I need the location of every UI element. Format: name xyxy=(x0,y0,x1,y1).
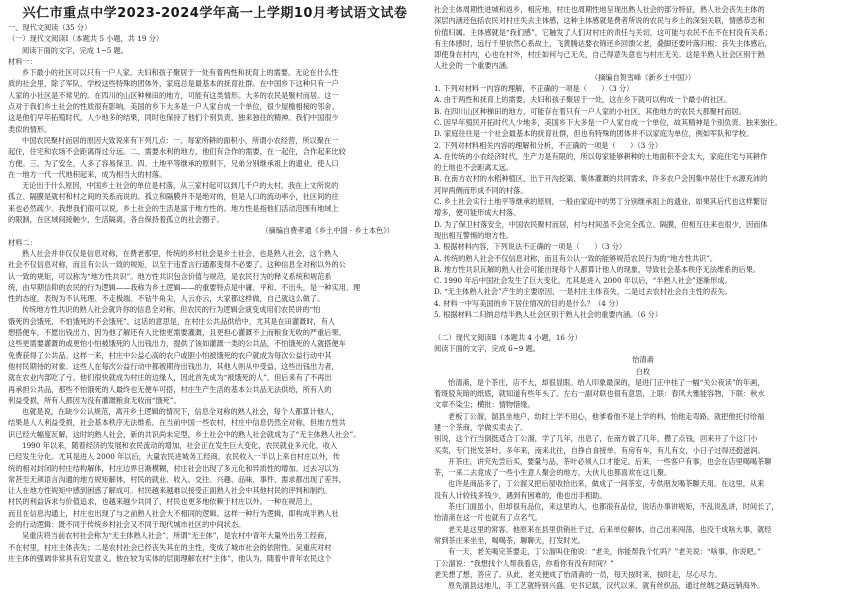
right-column xyxy=(434,4,852,606)
right-text-line: （二）现代文阅读Ⅱ（本题共 4 小题，16 分） xyxy=(434,332,582,342)
left-text-line: 不在村里，村庄主体丧失；二是农村社会已经丧失其在的主性，变成了城市社会的依附性。吴重庆对村 xyxy=(8,542,332,552)
right-text-line: 文章不染尘；横批：情物惜缘。 xyxy=(434,400,535,410)
left-text-line: （一）现代文阅读Ⅰ（本题共 5 小题，共 19 分） xyxy=(8,34,164,44)
right-text-line: 社会主体周期性进城和返乡，相应地，村庄也周期性地呈现出熟人社会的部分特征，熟人社会丧失主体的 xyxy=(434,5,765,14)
left-text-line: 起住，住宅和农场不会距离得过分远。二、需要水利的地方，他们有合作的需要，在一起住，合作起来比较 xyxy=(8,147,346,157)
left-text-line: 免费获得了公共品。这样一来，村庄中公益心高的农户或胆小怕被饿死的农户就成为每次公益行动中其 xyxy=(8,350,332,360)
left-text-line: 认一致的规矩，可以称为“地方性共识”。地方性共识包含价值与规范，是农民行为的释义系统和规范系 xyxy=(8,271,332,281)
right-text-line: C. 乡土社会实行土地平等继承的原则，一般由家庭中的男丁分别继承祖上的遗业，如果其后代也这样繁衍 xyxy=(434,197,768,207)
right-text-line: 4. 材料一中写美国的乡下居住情况的目的是什么？（4 分） xyxy=(434,298,623,308)
left-text-line: 而且在信息沟通上，村庄也出现了与之前熟人社会大不相同的逻辑。这样一种行为逻辑，即构成半熟人社 xyxy=(8,508,339,518)
right-text-line: 没有人计较钱多钱少，遇到有困难的，他也出手相助。 xyxy=(434,490,607,500)
right-text-line: 人社会的一个重要内涵。 xyxy=(434,61,514,71)
left-text-line: 乡下最小的社区可以只有一户人家。夫妇和孩子聚居于一处有着两性和抚育上的需要。无论在什么性 xyxy=(22,68,339,78)
left-text-line: 再承担公共品，那些不怕饿死的人最终也无便车可搭，村庄生产生活的基本公共品无法供给，所有人的 xyxy=(8,384,332,394)
right-text-line: 价值归属。主体感就是“我们感”，它触发了人们对村庄的责任与关切，这可能与农民不在不在村没有关系； xyxy=(434,27,772,37)
left-text-line: 中国农民聚村而居的原因大致说来有下列几点：一、每家所耕的面积小，所谓小农经营，所以聚在一 xyxy=(22,135,339,145)
right-text-line: 怡清斋，是个茶庄，店不大，却很显眼。给人印象最深的，是进门正中挂了一幅“关公夜读”的年画， xyxy=(448,377,765,387)
right-text-line: 白枚 xyxy=(635,366,651,376)
left-text-line: 一、现代文阅读（35 分） xyxy=(8,23,92,32)
left-text-line: 人家的小社区是不常见的。在四川的山区种梯田的地方，可能有这类情形。大多的农民是聚村而居。这一 xyxy=(8,90,339,100)
right-text-line: 河岸两侧而形成不同的村落。 xyxy=(434,185,528,195)
left-text-line: 这是他们早年拓殖时代，人少地多的结果，同时也保持了他们个别负责，独来独往的精神。我们中国很少 xyxy=(8,113,339,123)
right-text-line: 的土地也不会距离太远。 xyxy=(434,163,514,173)
right-text-line xyxy=(434,320,852,331)
right-text-line: B. 在四川山区种梯田的地方，可能存在着只有一户人家的小社区，其他地方的农民大都聚村而居。 xyxy=(434,106,746,116)
right-text-line: 建一个茶商，学做买卖去了。 xyxy=(434,422,528,432)
left-text-line: 材料二： xyxy=(8,237,37,247)
right-text-line: 有主体感时，远行千里依然心系故土，飞黄腾达要衣锦还乡回馈父老，叠脚还要叶落归根；丧失主体感后， xyxy=(434,38,772,48)
left-text-line: 传统地方性共识的熟人社会就许你的信息全对称，但农民的行为逻辑会演变成用们农民讲的“怕 xyxy=(22,305,321,315)
right-text-line: 原先溜县这地儿，手工艺就特别兴盛。史书记载，汉代以来，就有丝织品，通过丝绸之路远销海外。 xyxy=(448,581,765,591)
right-text-line: A. 由于两性和抚育上的需要，夫妇和孩子聚居于一处，这在乡下就可以构成一个最小的社区。 xyxy=(434,95,732,105)
left-text-line: 他村民期待的对象。这些人在每次公益行动中都被期待出钱出力，其他人则从中受益，这些出钱出力者， xyxy=(8,361,339,371)
left-text-line: 利益受损，所有人都因为没有灌溉粮食无收而“饿死”。 xyxy=(8,395,181,405)
right-text-line: 1. 下列对材料一内容的理解，不正确的一项是（ ）（3 分） xyxy=(434,84,634,94)
left-column xyxy=(8,22,424,606)
right-text-line: 阅读下面的文字，完成 6~9 题。 xyxy=(434,343,540,353)
right-text-line: 怡清斋 xyxy=(632,355,654,365)
right-text-line: C. 1990 年后中国社会发生了巨大变化，尤其是进入 2000 年以后，“半熟人社会”逐渐形成。 xyxy=(434,276,732,286)
right-text-line: （摘编自贺雪峰《新乡土中国》） xyxy=(590,72,696,82)
left-text-line: 统的相对封闭的村庄结构解体，村庄边界日渐模糊，村庄社会出现了多元化和异质性的增加。过去习以为 xyxy=(8,463,339,473)
right-text-line: D. 家庭往往是一个社会最基本的抚育社群，但也有特殊的团体并不以家庭为单位，例如军队和学校。 xyxy=(434,129,754,139)
right-text-line: 即使身在村内，心也在村外，村庄如何与己无关，自己得意失意也与村庄无关。这是半熟人社会区别于熟 xyxy=(434,50,765,60)
right-text-line: 常到茶庄来坐坐，喝喝茶，聊聊天，打发时光。 xyxy=(434,535,585,545)
left-text-line: 性的态度，表现为不认死理、不走极端、不钻牛角尖，人云亦云，大家都这样做，自己就这么做了。 xyxy=(8,294,325,304)
right-text-line: 买卖，专门批发茶叶。多年来，南来北往，自挣自食接单，有房有车，有儿有女，小日子过得还挺滋润。 xyxy=(434,445,765,455)
left-text-line: 吴重庆将当前农村社会称为“无主体熟人社会”，所谓“无主体”，是农村中青年大量外出务工经商， xyxy=(22,531,332,541)
left-text-line: 就在农业内部吃了亏。他们很快就成为村庄的边缘人，因此首先成为“被饿死的人”，但后来有了不再出 xyxy=(8,373,332,383)
right-text-line: 2. 下列对材料相关内容的理解和分析，不正确的一项是（ ）（3 分） xyxy=(434,140,663,150)
right-text-line: 5. 根据材料二归纳总结半熟人社会区别于熟人社会的重要内涵。（6 分） xyxy=(434,310,663,320)
left-text-line: 庄主体的强调非常具有启发意义。他在较为实体的层面理解农村“主体”，他认为，随着中青年农民这个 xyxy=(8,553,332,563)
right-text-line: 老关想了想，答应了。从此，老关便成了怡清斋的一员，每天按时来，按时走，尽心尽力。 xyxy=(434,569,722,579)
right-text-line: C. 因早年殖民开拓时代人少地多，美国乡下大多是一户人家自成一个单位，故其精神是个别负责、独来独往。 xyxy=(434,117,782,127)
left-text-line: 方便。三、为了安全，人多了容易保卫。四、土地平等继承的原则下，兄弟分别继承祖上的遗业，使人口 xyxy=(8,158,339,168)
left-text-line: 会的行动逻辑：既不同于传统乡村社会又不同于现代城市社区的中间状态。 xyxy=(8,520,246,530)
left-text-line: 来也必然疏少。我想我们很可以说，乡土社会的生活是富于地方性的。地方性是指他们活动范围有地域上 xyxy=(8,203,339,213)
left-text-line: 1990 年以来，随着经济的发展和农民流动的增加，社会正在发生巨大变化，农民就业多元化，收入 xyxy=(22,440,338,450)
page-title: 兴仁市重点中学2023-2024学年高一上学期10月考试语文试卷 xyxy=(22,6,408,21)
right-text-line: 丁公溜说：“我想找个人帮我看店，你看你有没有时间？” xyxy=(434,558,614,568)
left-text-line: 让人在地方性规矩中感到困惑了解成可。村民越来越难以接受正面熟人社会中其他村民的评判和制约。 xyxy=(8,486,332,496)
right-text-line: B. 在南方农村的水稻种植区，出于开沟挖渠、集体灌溉的共同需求，许多农户会因集中居住于水源充沛的 xyxy=(434,174,768,184)
right-text-line: 着斑驳灰暗的纸底，就知道有些年头了。左右一副对联也很有意思，上联：春风大雅能容物，下联：秋水 xyxy=(434,389,765,399)
left-text-line: 阅读下面的文字，完成 1~5 题。 xyxy=(22,45,128,55)
right-text-line: B. 地方性共识瓦解的熟人社会可能出现每个人都算计他人的现象，导致社会基本秩序无法维系的后果。 xyxy=(434,264,761,274)
left-text-line: 常甚至无须语言沟通的地方规矩解体，村民的就业、收入、交往、兴趣、品味、事件、需求都出现了差异， xyxy=(8,474,346,484)
left-text-line: （摘编自费孝通《乡土中国 · 乡土本色》） xyxy=(261,226,394,236)
left-text-line: 材料一： xyxy=(8,56,37,66)
left-text-line: 孤立、隔膜是就村和村之间的关系而说的。孤立和隔膜并不是绝对的，但是人口的流动率小，社区间的往 xyxy=(8,192,339,202)
left-text-line: 质的社会里，除了军队、学校这些特殊的团体外，家庭总是最基本的抚育社群。在中国乡下这种只有一户 xyxy=(8,79,339,89)
right-text-line: 有一天，老关喝完茶要走，丁公溜叫住他说：“老关，你能帮我个忙吗？”老关说：“啥事，你说吧。” xyxy=(448,547,761,557)
left-text-line: 无论出于什么原因，中国乡土社会的单位是村落，从三家村起可以到几千户的大村。我在上文所说的 xyxy=(22,181,339,191)
right-text-line: 开茶庄，讲究先尝后买，要量与品，茶叶必须入口才能定。后来，一些客户有事，也会在店里喝喝茶聊 xyxy=(448,456,772,466)
right-text-line: A. 传统的熟人社会不仅信息对称，而且有公认一致的能够规范农民行为的“地方性共识”。 xyxy=(434,253,718,263)
left-text-line: 识已经大幅度瓦解，这时的熟人社会，新的共识尚未定型，乡土社会中的熟人社会就成为了“无主体熟人社会”。 xyxy=(8,429,361,439)
right-text-line: 增多，便可能形成大村落。 xyxy=(434,208,521,218)
left-text-line: 结果是人人利益受损，社会基本秩序无法维系。在当前中国一些农村，村庄中信息仍然全对称，但地方性共 xyxy=(8,418,346,428)
left-text-line: 社会不仅信息对称，而且有公认一致的规矩，以至于违背言行通都变得不必要了。这种信息全对称以外的公 xyxy=(8,260,346,270)
right-text-line: 现出相互警惕的地方性。 xyxy=(434,230,514,240)
right-text-line: 茶，一来二去竟成了一些小生意人聚会的地方，大伙儿也都喜欢在这儿聚。 xyxy=(434,468,672,478)
left-text-line: 已经发生分化。尤其是进入 2000 年以后，大量农民进城务工经商，农民收入一半以上来自村庄以外，传 xyxy=(8,452,340,462)
right-text-line: 别说，这个行当倒挺适合丁公溜，学了几年，出息了，在南方做了几年，攒了点钱，回来开了个这门小 xyxy=(434,434,758,444)
left-text-line: 也就是说，在缺少公认规范，离开乡土逻辑的情况下，信息全对称的熟人社会，每个人都算计他人， xyxy=(22,407,339,417)
right-text-line: 也许是商品多了，丁公溜又把后屋收拾出来，做成了一间茶室，专供朋友喝茶聊天用。在这里，从来 xyxy=(448,479,765,489)
right-text-line: 老关是这里的常客。他原来在县里供销社干过，后来单位解体，自己出来闯荡，也没干成啥大事，就经 xyxy=(448,524,772,534)
left-text-line: 的限制，在区域间接触少，生活隔离，各自保持着孤立的社会圈子。 xyxy=(8,215,224,225)
right-text-line: 茶庄门面虽小，但却很有品位，来这里的人，也都很有品位，说话办事讲规矩，不乱说乱讲，时间长了， xyxy=(448,502,779,512)
right-text-line: 3. 根据材料内容，下列说法不正确的一项是（ ）（3 分） xyxy=(434,242,627,252)
left-text-line: 点对于我们乡土社会的性质很有影响。美国的乡下大多是一户人家自成一个单位，很少屋檐相接的邻舍。 xyxy=(8,102,339,112)
left-text-line: 熟人社会并非仅仅是信息对称，在费老那里，传统的乡村社会是乡土社会，也是熟人社会，这个熟人 xyxy=(22,248,339,258)
right-text-line: A. 在传统的小农经济时代，生产力是有限的，所以每家能够耕种的土地面积不会太大，家庭住宅与其耕作 xyxy=(434,151,768,161)
left-text-line: 想搭便车，不愿出钱出力，因为他了解还有人比他更需要灌溉，且更担心灌溉不上而粮食无收的严重后果。 xyxy=(8,328,346,338)
left-text-line: 类似的情形。 xyxy=(8,124,52,134)
left-text-line: 在一地方一代一代地积起来，成为相当大的村落。 xyxy=(8,169,167,179)
left-text-line: 饿死的会饿死，不怕饿死的不会饿死”。这话的意思是，在村庄公共品供给中，尤其是在田灌溉时，有人 xyxy=(8,316,336,326)
left-text-line: 村民的利益诉求与价值追求，也越来越少共同了，村民也更多地依赖于村庄以外。一种在规范上， xyxy=(8,497,318,507)
right-text-line: 老板丁公溜，溜县坐地户，幼时上学不用心，他爹看他不是上学的料，怕他走弯路，就把他托付给福 xyxy=(448,411,765,421)
right-text-line: D. “无主体熟人社会”产生的主要原因，一是村庄主体丧失，二是过去农村社会自主性的丧失。 xyxy=(434,287,732,297)
right-text-line: 怡清斋在这一片也就有了点名气。 xyxy=(434,513,542,523)
right-text-line: 深层内涵还包括农民对村庄失去主体感，这种主体感就是费者所说的农民与乡土的深刻关联，情感恭恋和 xyxy=(434,16,765,26)
right-text-line: D. 为了保卫村落安全，中国农民聚村而居，村与村间虽不会完全孤立、隔膜，但相互往来也很少，因而体 xyxy=(434,219,768,229)
left-text-line: 统，由早期信仰的农民的行为逻辑——我称为乡土逻辑——的重要特点是中庸、平和、不出头，是一种实用、理 xyxy=(8,282,361,292)
left-text-line: 这些更需要灌溉的或更怕小怕被饿死的人出钱出力，提供了该如灌溉一类的公共品，不怕饿死的人就搭便车 xyxy=(8,339,346,349)
